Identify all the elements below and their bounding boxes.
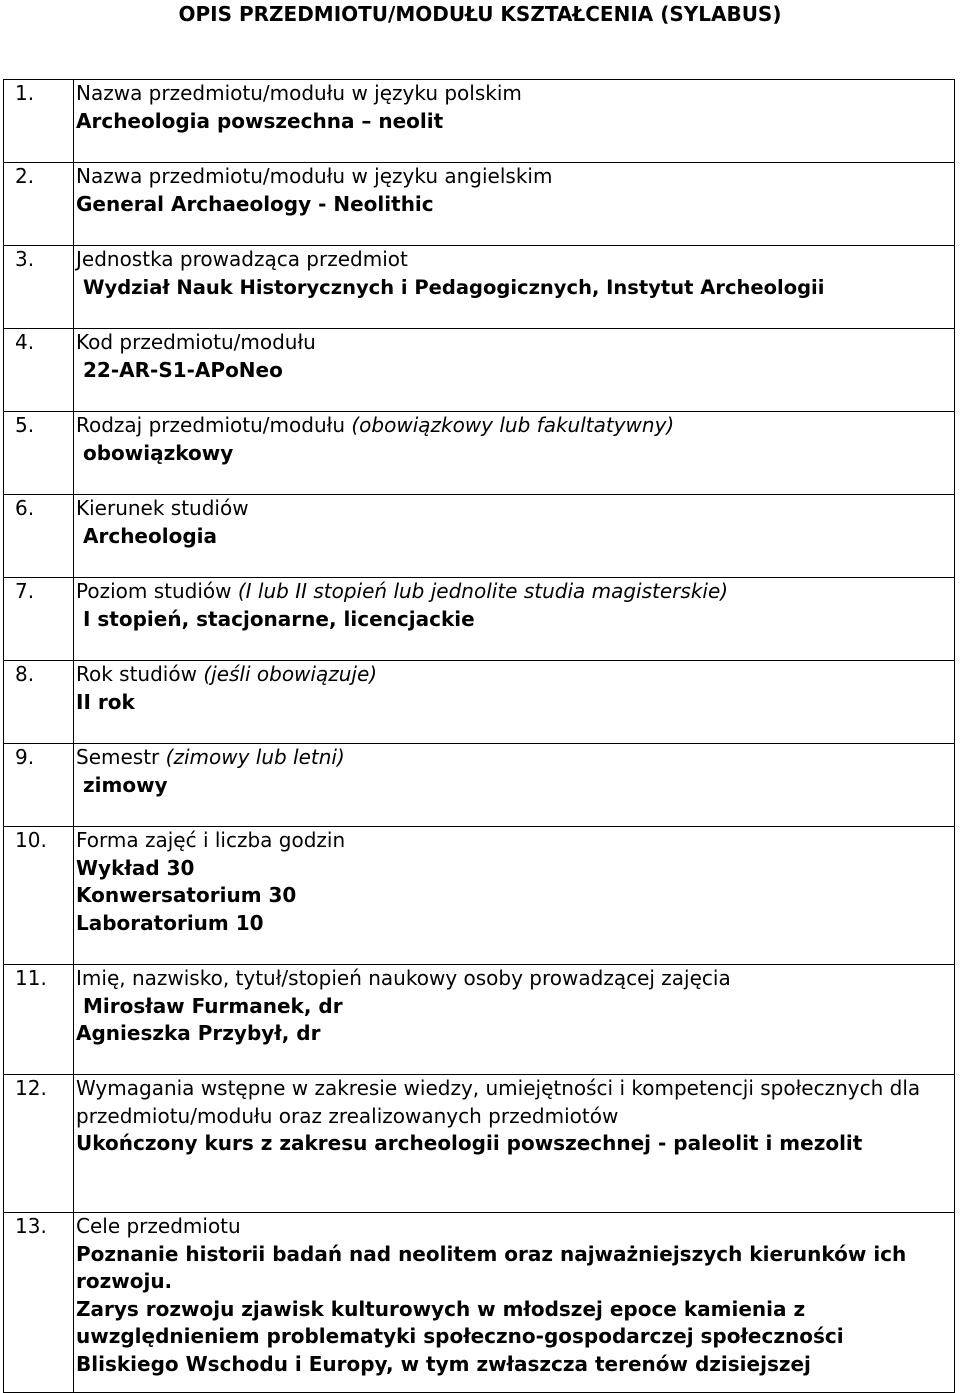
row-number: 1. <box>4 80 74 163</box>
table-row <box>4 80 955 163</box>
row-content <box>74 163 955 246</box>
field-label: Jednostka prowadząca przedmiot <box>76 247 408 271</box>
row-content <box>74 965 955 1075</box>
field-value: Archeologia <box>83 523 218 548</box>
field-label <box>76 744 952 772</box>
row-content <box>74 744 955 827</box>
field-value: Wykład 30 <box>76 855 195 880</box>
field-value: Archeologia powszechna – neolit <box>76 108 444 133</box>
row-content <box>74 827 955 965</box>
row-number: 8. <box>4 661 74 744</box>
field-label <box>76 661 952 689</box>
field-hint: (jeśli obowiązuje) <box>203 662 378 686</box>
field-label-text: Semestr <box>76 745 166 769</box>
row-number: 13. <box>4 1213 74 1393</box>
table-row <box>4 329 955 412</box>
field-hint: (obowiązkowy lub fakultatywny) <box>351 413 675 437</box>
table-row <box>4 412 955 495</box>
field-hint: (I lub II stopień lub jednolite studia magisterskie) <box>237 579 729 603</box>
field-value: I stopień, stacjonarne, licencjackie <box>83 606 475 631</box>
field-hint: (zimowy lub letni) <box>165 745 345 769</box>
field-label <box>76 578 952 606</box>
field-label: Cele przedmiotu <box>76 1214 241 1238</box>
table-row <box>4 163 955 246</box>
row-content <box>74 80 955 163</box>
field-value: Konwersatorium 30 <box>76 883 297 908</box>
row-content <box>74 246 955 329</box>
table-row <box>4 965 955 1075</box>
table-row <box>4 661 955 744</box>
field-value: zimowy <box>83 772 168 797</box>
field-label-text: Rok studiów <box>76 662 204 686</box>
row-number: 4. <box>4 329 74 412</box>
field-label: Wymagania wstępne w zakresie wiedzy, umiejętności i kompetencji społecznych dla przedmiotu/modułu oraz zrealizowanych przedmiotów <box>76 1076 921 1128</box>
table-row <box>4 1075 955 1213</box>
row-content <box>74 578 955 661</box>
table-row <box>4 1213 955 1393</box>
row-number: 12. <box>4 1075 74 1213</box>
field-label: Kod przedmiotu/modułu <box>76 330 316 354</box>
field-value: Zarys rozwoju zjawisk kulturowych w młodszej epoce kamienia z uwzględnieniem problematyki społeczno-gospodarczej społeczności Bliskiego Wschodu i Europy, w tym zwłaszcza terenów dzisiejszej <box>76 1296 844 1376</box>
row-number: 9. <box>4 744 74 827</box>
field-value: General Archaeology - Neolithic <box>76 191 434 216</box>
row-number: 11. <box>4 965 74 1075</box>
field-value: Laboratorium 10 <box>76 910 264 935</box>
row-content <box>74 495 955 578</box>
table-row <box>4 827 955 965</box>
row-content <box>74 1075 955 1213</box>
field-label-text: Rodzaj przedmiotu/modułu <box>76 413 352 437</box>
row-number: 7. <box>4 578 74 661</box>
table-row <box>4 246 955 329</box>
row-number: 6. <box>4 495 74 578</box>
row-content <box>74 1213 955 1393</box>
field-label: Nazwa przedmiotu/modułu w języku polskim <box>76 81 522 105</box>
field-value: Ukończony kurs z zakresu archeologii powszechnej - paleolit i mezolit <box>76 1131 863 1156</box>
row-content <box>74 412 955 495</box>
row-number: 3. <box>4 246 74 329</box>
field-label-text: Poziom studiów <box>76 579 238 603</box>
row-number: 5. <box>4 412 74 495</box>
field-value: II rok <box>76 689 135 714</box>
syllabus-table <box>3 79 955 1393</box>
field-label: Kierunek studiów <box>76 496 249 520</box>
field-value: 22-AR-S1-APoNeo <box>83 357 283 382</box>
field-label: Imię, nazwisko, tytuł/stopień naukowy osoby prowadzącej zajęcia <box>76 966 731 990</box>
row-content <box>74 329 955 412</box>
row-number: 10. <box>4 827 74 965</box>
field-label: Forma zajęć i liczba godzin <box>76 828 346 852</box>
row-number: 2. <box>4 163 74 246</box>
field-label <box>76 412 952 440</box>
table-row <box>4 495 955 578</box>
row-content <box>74 661 955 744</box>
document-title: OPIS PRZEDMIOTU/MODUŁU KSZTAŁCENIA (SYLABUS) <box>178 2 782 26</box>
field-value: Mirosław Furmanek, dr <box>83 993 343 1018</box>
field-value: obowiązkowy <box>83 440 234 465</box>
field-label: Nazwa przedmiotu/modułu w języku angielskim <box>76 164 553 188</box>
field-value: Poznanie historii badań nad neolitem oraz najważniejszych kierunków ich rozwoju. <box>76 1241 907 1294</box>
field-value: Wydział Nauk Historycznych i Pedagogicznych, Instytut Archeologii <box>83 275 825 299</box>
field-value: Agnieszka Przybył, dr <box>76 1021 321 1046</box>
table-row <box>4 578 955 661</box>
table-row <box>4 744 955 827</box>
